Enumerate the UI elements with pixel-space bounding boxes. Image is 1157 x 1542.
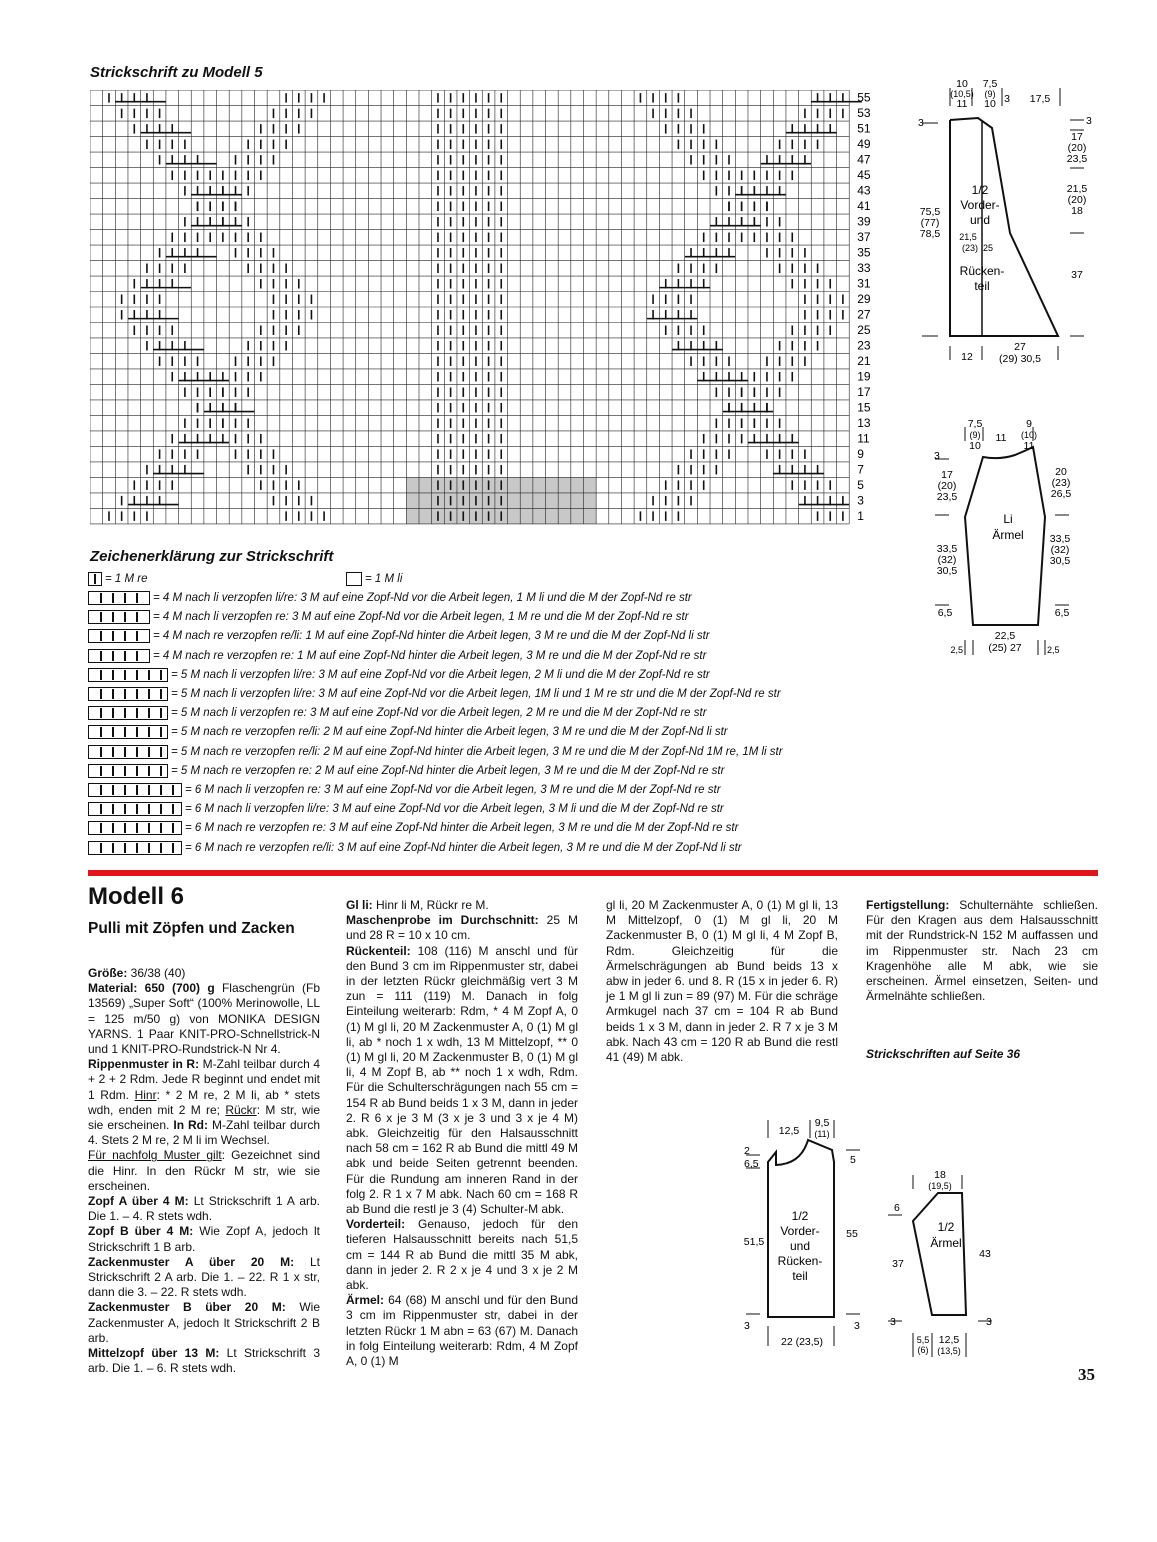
- legend-item-text: = 6 M nach re verzopfen re: 3 M auf eine Zopf-Nd hinter die Arbeit legen, 3 M re und die M der Zopf-Nd re str: [185, 822, 739, 835]
- d2-l23: 23,5: [936, 491, 958, 503]
- cable-symbol-icon: [88, 821, 182, 835]
- text-column-2: [346, 898, 578, 1369]
- back-label: Rückenteil:: [346, 943, 411, 958]
- body-outline: [950, 118, 1058, 336]
- legend-li-text: = 1 M li: [365, 573, 403, 585]
- d3-b3r: 3: [854, 1320, 860, 1332]
- legend-item: [88, 705, 707, 721]
- cable-a-text: Lt Strickschrift 1 A arb. Die 1. – 4. R stets wdh.: [88, 1194, 320, 1224]
- body-schematic-modell6: [738, 1112, 878, 1360]
- legend-item-text: = 4 M nach li verzopfen re: 3 M auf eine Zopf-Nd vor die Arbeit legen, 1 M re und die M der Zopf-Nd re str: [153, 611, 689, 624]
- d1-top-c: 11: [956, 98, 968, 110]
- d3-left: 51,5: [743, 1236, 765, 1248]
- reverse-stockinette-text: Hinr li M, Rückr re M.: [372, 898, 489, 912]
- gauge-label: Maschenprobe im Durchschnitt:: [346, 913, 539, 928]
- rib-text-a: M-Zahl teilbar durch 4 + 2 + 2 Rdm. Jede R beginnt und endet mit 1 Rdm.: [88, 1057, 321, 1102]
- reverse-stockinette-label: Gl li:: [346, 898, 373, 912]
- row-number: 3: [857, 493, 864, 508]
- d2-r20: 20: [1055, 466, 1067, 478]
- d3-b3l: 3: [744, 1320, 750, 1332]
- legend-item: [88, 628, 710, 644]
- rib-hinr: Hinr: [134, 1087, 157, 1102]
- d4-b3r: 3: [986, 1316, 992, 1328]
- text-column-4: [866, 898, 1098, 1004]
- d3-t3: (11): [814, 1129, 830, 1139]
- row-number: 25: [857, 323, 871, 338]
- d1-top-e: (9): [984, 89, 996, 99]
- d4-b4: (13,5): [937, 1346, 961, 1356]
- d4-b1: 5,5: [916, 1335, 930, 1345]
- back-text: 108 (116) M anschl und für den Bund 3 cm im Rippenmuster str, dabei in der letzten Rückr gleichmäßig vert 3 M zun = 111 (119) M. Danach in folg Einteilung weiterarb: Rdm, * 4 M Zopf A, 0 (1) M gl li, 20 M Zackenmuster A, 0 (1) M gl li, ab * noch 1 x wdh, 13 M Mittelzopf, ** 0 (1) M gl li, 20 M Zackenmuster B, 0 (1) M gl li, 4 M Zopf B, ab ** noch 1 x wdh, Rdm. Für die Schulterschrägungen nach 55 cm = 154 R ab Bund beids 1 x 3 M, dann in jeder 2. R 6 x je 3 M (3 x je 3 und 3 x je 4 M) abk. Gleichzeitig für den Halsausschnitt nach 58 cm = 162 R ab Bund die mittl 49 M abk und beide Seiten getrennt beenden. Für die Rundung am inneren Rand in der folg 2. R 1 x 7 M abk. Nach 60 cm = 168 R ab Bund die restl je 3 (4) Schulter-M abk.: [346, 943, 578, 1217]
- d2-s1: 6,5: [937, 607, 953, 619]
- d4-b3: 12,5: [938, 1334, 960, 1346]
- model-title: Modell 6: [88, 883, 185, 910]
- d1-b3: (29) 30,5: [998, 353, 1042, 365]
- d3-lab1: 1/2: [791, 1209, 809, 1223]
- d2-l17: 17: [941, 469, 953, 481]
- legend-item: [88, 744, 783, 760]
- d2-t1: 7,5: [967, 418, 983, 430]
- gauge-text: 25 M und 28 R = 10 x 10 cm.: [346, 913, 578, 943]
- zigzag-a-text: Lt Strickschrift 2 A arb. Die 1. – 22. R 1 x str, dann die 3. – 22. R stets wdh.: [88, 1254, 321, 1300]
- legend-re-text: = 1 M re: [105, 573, 148, 585]
- d4-left: 37: [892, 1258, 904, 1270]
- sleeve-schematic-modell6: [880, 1163, 1010, 1363]
- cable-a-label: Zopf A über 4 M:: [88, 1194, 189, 1209]
- d1-top-a: 10: [956, 78, 968, 90]
- row-number: 17: [857, 385, 871, 400]
- center-cable-label: Mittelzopf über 13 M:: [88, 1346, 220, 1361]
- row-number: 9: [857, 447, 864, 462]
- sleeve-outline-bottom: [913, 1193, 966, 1315]
- cable-symbol-icon: [88, 764, 168, 778]
- rib-text-c: : M str, wie sie erscheinen.: [88, 1102, 321, 1133]
- purl-stitch-icon: [346, 572, 362, 586]
- legend-item: [88, 686, 781, 702]
- d4-b3l: 3: [890, 1316, 896, 1328]
- d4-right: 43: [979, 1248, 991, 1260]
- d1-l1: 75,5: [919, 206, 941, 218]
- row-number: 51: [857, 121, 871, 136]
- legend-item: [88, 840, 742, 856]
- d3-lab3: und: [789, 1239, 811, 1253]
- legend-title: Zeichenerklärung zur Strickschrift: [90, 548, 334, 565]
- d3-bottom: 22 (23,5): [780, 1336, 824, 1348]
- row-number: 39: [857, 214, 871, 229]
- d3-l2: 2: [744, 1145, 750, 1157]
- row-number: 45: [857, 168, 871, 183]
- cable-symbol-icon: [88, 610, 150, 624]
- d2-b2: (25) 27: [988, 642, 1022, 654]
- zigzag-b-text: Wie Zackenmuster A, jedoch lt Strickschrift 2 B arb.: [88, 1300, 321, 1345]
- knit-stitch-icon: [88, 572, 102, 586]
- body-schematic-modell5: [910, 78, 1110, 368]
- page-number: 35: [1078, 1365, 1095, 1384]
- cable-symbol-icon: [88, 591, 150, 605]
- d3-t1: 12,5: [778, 1125, 800, 1137]
- legend-item-text: = 6 M nach li verzopfen li/re: 3 M auf eine Zopf-Nd vor die Arbeit legen, 3 M li und die M der Zopf-Nd re str: [185, 803, 724, 816]
- d1-top-b: (10,5): [950, 89, 974, 99]
- d2-t5: 9: [1026, 418, 1032, 430]
- cable-symbol-icon: [88, 745, 168, 759]
- legend-item: [88, 648, 706, 664]
- cable-symbol-icon: [88, 668, 168, 682]
- row-number: 49: [857, 137, 871, 152]
- row-number: 1: [857, 509, 864, 524]
- sleeve-label: Ärmel:: [346, 1293, 385, 1308]
- row-number: 7: [857, 462, 864, 477]
- d2-b1: 22,5: [994, 630, 1016, 642]
- legend-item-text: = 6 M nach re verzopfen re/li: 3 M auf eine Zopf-Nd hinter die Arbeit legen, 3 M re und die M der Zopf-Nd li str: [185, 841, 742, 854]
- row-number: 53: [857, 106, 871, 121]
- d2-t7: 11: [1023, 440, 1035, 452]
- d4-l6: 6: [894, 1202, 900, 1214]
- legend-item: [88, 609, 689, 625]
- row-number: 11: [857, 431, 870, 446]
- d1-l3: 78,5: [919, 228, 941, 240]
- row-number: 23: [857, 338, 871, 353]
- d4-b2: (6): [917, 1345, 929, 1355]
- d1-r1: 17: [1071, 131, 1083, 143]
- legend-item: [88, 590, 692, 606]
- zigzag-a-label: Zackenmuster A über 20 M:: [88, 1254, 295, 1269]
- d1-r6: 18: [1071, 205, 1083, 217]
- d2-t3: 10: [969, 440, 981, 452]
- d1-label1: 1/2: [971, 183, 989, 197]
- d2-t2: (9): [969, 430, 981, 440]
- legend-item-text: = 6 M nach li verzopfen re: 3 M auf eine Zopf-Nd vor die Arbeit legen, 3 M re und die M der Zopf-Nd re str: [185, 784, 721, 796]
- d2-ra: 33,5: [1049, 533, 1071, 545]
- sleeve-text: 64 (68) M anschl und für den Bund 3 cm im Rippenmuster str, dabei in der letzten Rückr 1 M abn = 63 (67) M. Danach in folg Einteilung weiterarb: Rdm, 4 M Zopf A, 0 (1) M: [346, 1293, 578, 1369]
- cable-symbol-icon: [88, 629, 150, 643]
- cable-b-text: Wie Zopf A, jedoch lt Strickschrift 1 B arb.: [88, 1224, 320, 1254]
- front-text: Genauso, jedoch für den tieferen Halsausschnitt bereits nach 51,5 cm = 144 R ab Bund die mittl 35 M abk, dann in jeder 2. R 2 x je 4 und 3 x je 2 M abk.: [346, 1217, 578, 1293]
- d1-b2: 27: [1014, 341, 1026, 353]
- cable-symbol-icon: [88, 706, 168, 720]
- legend-item: [88, 782, 721, 798]
- d4-t2: (19,5): [928, 1181, 952, 1191]
- section-divider: [88, 870, 1098, 876]
- d1-b1: 12: [961, 351, 973, 363]
- zigzag-b-label: Zackenmuster B über 20 M:: [88, 1300, 286, 1315]
- d2-s2: 6,5: [1054, 607, 1070, 619]
- d3-lab5: teil: [792, 1269, 808, 1283]
- d1-m3: 25: [982, 243, 994, 253]
- chart-title: Strickschrift zu Modell 5: [90, 64, 263, 81]
- d1-label3: und: [969, 213, 991, 227]
- d1-left-3: 3: [918, 117, 924, 129]
- row-number: 33: [857, 261, 871, 276]
- d2-rb: (32): [1050, 544, 1070, 556]
- d1-r5: (20): [1067, 194, 1087, 206]
- legend-item-text: = 5 M nach re verzopfen re: 2 M auf eine Zopf-Nd hinter die Arbeit legen, 3 M re und die M der Zopf-Nd re str: [171, 764, 725, 777]
- d2-lab2: Ärmel: [992, 528, 1024, 542]
- row-number: 43: [857, 183, 871, 198]
- d2-rc: 30,5: [1049, 555, 1071, 567]
- cable-symbol-icon: [88, 802, 182, 816]
- d2-lc: 30,5: [936, 565, 958, 577]
- d1-r2: (20): [1067, 142, 1087, 154]
- rib-label: Rippenmuster in R:: [88, 1057, 200, 1072]
- model-subtitle: Pulli mit Zöpfen und Zacken: [88, 920, 295, 937]
- d1-label5: teil: [974, 279, 990, 293]
- text-column-3: [606, 898, 838, 1065]
- legend-item-text: = 5 M nach li verzopfen re: 3 M auf eine Zopf-Nd vor die Arbeit legen, 2 M re und die M der Zopf-Nd re str: [171, 707, 707, 720]
- row-number: 31: [857, 276, 871, 291]
- rib-text-b: : * 2 M re, 2 M li, ab * stets wdh, enden mit 2 M re;: [88, 1087, 320, 1117]
- legend-item-text: = 5 M nach li verzopfen li/re: 3 M auf eine Zopf-Nd vor die Arbeit legen, 2 M li und die M der Zopf-Nd re str: [171, 668, 710, 681]
- d1-m1: 21,5: [959, 232, 977, 242]
- front-label: Vorderteil:: [346, 1217, 406, 1232]
- d2-l3: 3: [934, 450, 940, 462]
- d2-l20: (20): [937, 480, 957, 492]
- row-number: 5: [857, 478, 864, 493]
- d2-r26: 26,5: [1050, 488, 1072, 500]
- d4-lab1: 1/2: [937, 1220, 955, 1234]
- d1-l2: (77): [920, 217, 940, 229]
- rib-rueckr: Rückr: [225, 1102, 257, 1117]
- finishing-text: Schulternähte schließen. Für den Kragen aus dem Halsausschnitt mit der Rundstrick-N 152 M auffassen und im Rippenmuster str. Nach 23 cm Kragenhöhe alle M abk, wie sie erscheinen. Ärmel einsetzen, Seiten- und Ärmelnähte schließen.: [866, 898, 1098, 1004]
- center-cable-text: Lt Strickschrift 3 arb. Die 1. – 6. R stets wdh.: [88, 1346, 321, 1376]
- d2-e1: 2,5: [950, 645, 963, 655]
- finishing-label: Fertigstellung:: [866, 898, 950, 912]
- d1-r4: 21,5: [1066, 183, 1088, 195]
- d3-lab2: Vorder-: [780, 1224, 820, 1238]
- d2-la: 33,5: [936, 543, 958, 555]
- row-number: 27: [857, 307, 871, 322]
- row-number: 55: [857, 90, 871, 105]
- d1-label2: Vorder-: [960, 198, 1000, 212]
- cable-symbol-icon: [88, 649, 150, 663]
- row-number: 19: [857, 369, 871, 384]
- cable-b-label: Zopf B über 4 M:: [88, 1224, 194, 1239]
- text-column-1: [88, 966, 320, 1376]
- row-number: 15: [857, 400, 871, 415]
- d3-lab4: Rücken-: [777, 1254, 823, 1268]
- d2-t6: (10): [1020, 430, 1038, 440]
- row-number: 29: [857, 292, 871, 307]
- d1-r3: 23,5: [1066, 153, 1088, 165]
- d3-r5: 5: [850, 1154, 856, 1166]
- d2-lb: (32): [937, 554, 957, 566]
- row-number: 35: [857, 245, 871, 260]
- legend-row-re: [88, 571, 148, 587]
- d1-top-h: 17,5: [1029, 93, 1051, 105]
- d3-t2: 9,5: [814, 1117, 830, 1129]
- material-label: Material: 650 (700) g: [88, 981, 215, 996]
- d1-top-g: 3: [1004, 93, 1010, 105]
- d1-label4: Rücken-: [959, 264, 1005, 278]
- d4-t1: 18: [934, 1169, 946, 1181]
- pattern-note-label: Für nachfolg Muster gilt: [88, 1148, 222, 1163]
- legend-item-text: = 5 M nach li verzopfen li/re: 3 M auf eine Zopf-Nd vor die Arbeit legen, 1M li und 1 M re str und die M der Zopf-Nd re str: [171, 688, 781, 700]
- legend-item-text: = 5 M nach re verzopfen re/li: 2 M auf eine Zopf-Nd hinter die Arbeit legen, 3 M re und die M der Zopf-Nd 1M re, 1M li str: [171, 745, 783, 758]
- d1-top-d: 7,5: [982, 78, 998, 90]
- legend-item: [88, 763, 724, 779]
- legend-item-text: = 4 M nach li verzopfen li/re: 3 M auf eine Zopf-Nd vor die Arbeit legen, 1 M li und die M der Zopf-Nd re str: [153, 592, 692, 604]
- row-number: 47: [857, 152, 871, 167]
- cable-symbol-icon: [88, 841, 182, 855]
- d1-right-3: 3: [1086, 115, 1092, 127]
- legend-item-text: = 4 M nach re verzopfen re/li: 1 M auf eine Zopf-Nd hinter die Arbeit legen, 3 M re und die M der Zopf-Nd li str: [153, 630, 710, 643]
- row-number: 13: [857, 416, 871, 431]
- legend-item: [88, 667, 710, 683]
- chart-reference: Strickschriften auf Seite 36: [866, 1047, 1021, 1061]
- cable-symbol-icon: [88, 725, 168, 739]
- size-value: 36/38 (40): [127, 966, 186, 980]
- d3-l65: 6,5: [744, 1158, 759, 1170]
- sleeve-text-continued: gl li, 20 M Zackenmuster A, 0 (1) M gl li, 13 M Mittelzopf, 0 (1) M gl li, 20 M Zackenmuster B, 0 (1) M gl li, 4 M Zopf B, Rdm. Gleichzeitig für die Ärmelschrägungen ab Bund beids 13 x abw in jeder 6. und 8. R (15 x in jeder 6. R) je 1 M gl li zun = 89 (97) M. Für die schräge Armkugel nach 37 cm = 104 R ab Bund beids 1 x 3 M, dann in jeder 2. R 7 x je 3 M abk. Nach 43 cm = 120 R ab Bund die restl 41 (49) M abk.: [606, 898, 838, 1065]
- d1-top-f: 10: [984, 98, 996, 110]
- legend-item: [88, 801, 724, 817]
- d1-m2: (23): [961, 243, 979, 253]
- round-text: M-Zahl teilbar durch 4. Stets 2 M re, 2 M li im Wechsel.: [88, 1118, 321, 1148]
- sleeve-schematic-modell5: [925, 415, 1085, 660]
- cable-symbol-icon: [88, 687, 168, 701]
- round-label: In Rd:: [173, 1118, 209, 1133]
- row-number: 21: [857, 354, 871, 369]
- d4-lab2: Ärmel: [930, 1236, 962, 1250]
- legend-item: [88, 724, 728, 740]
- material-text: Flaschengrün (Fb 13569) „Super Soft“ (100% Merinowolle, LL = 125 m/50 g) von MONIKA DESIGN YARNS. 1 Paar KNIT-PRO-Schnellstrick-N und 1 KNIT-PRO-Rundstrick-N Nr 4.: [88, 981, 320, 1057]
- d2-e2: 2,5: [1047, 645, 1060, 655]
- d1-r7: 37: [1071, 269, 1083, 281]
- d2-t4: 11: [995, 432, 1007, 444]
- row-number: 37: [857, 230, 871, 245]
- d3-right: 55: [846, 1228, 858, 1240]
- d2-lab1: Li: [1003, 512, 1013, 526]
- legend-item-text: = 4 M nach re verzopfen re: 1 M auf eine Zopf-Nd hinter die Arbeit legen, 3 M re und die M der Zopf-Nd re str: [153, 649, 707, 662]
- pattern-note-text: : Gezeichnet sind die Hinr. In den Rückr M str, wie sie erscheinen.: [88, 1148, 321, 1193]
- legend-item: [88, 820, 738, 836]
- cable-symbol-icon: [88, 783, 182, 797]
- d2-r23: (23): [1051, 477, 1071, 489]
- size-label: Größe:: [88, 966, 128, 980]
- legend-item-text: = 5 M nach re verzopfen re/li: 2 M auf eine Zopf-Nd hinter die Arbeit legen, 3 M re und die M der Zopf-Nd li str: [171, 726, 728, 739]
- knitting-chart: [90, 90, 880, 535]
- row-number: 41: [857, 199, 871, 214]
- legend-row-li: [346, 571, 402, 587]
